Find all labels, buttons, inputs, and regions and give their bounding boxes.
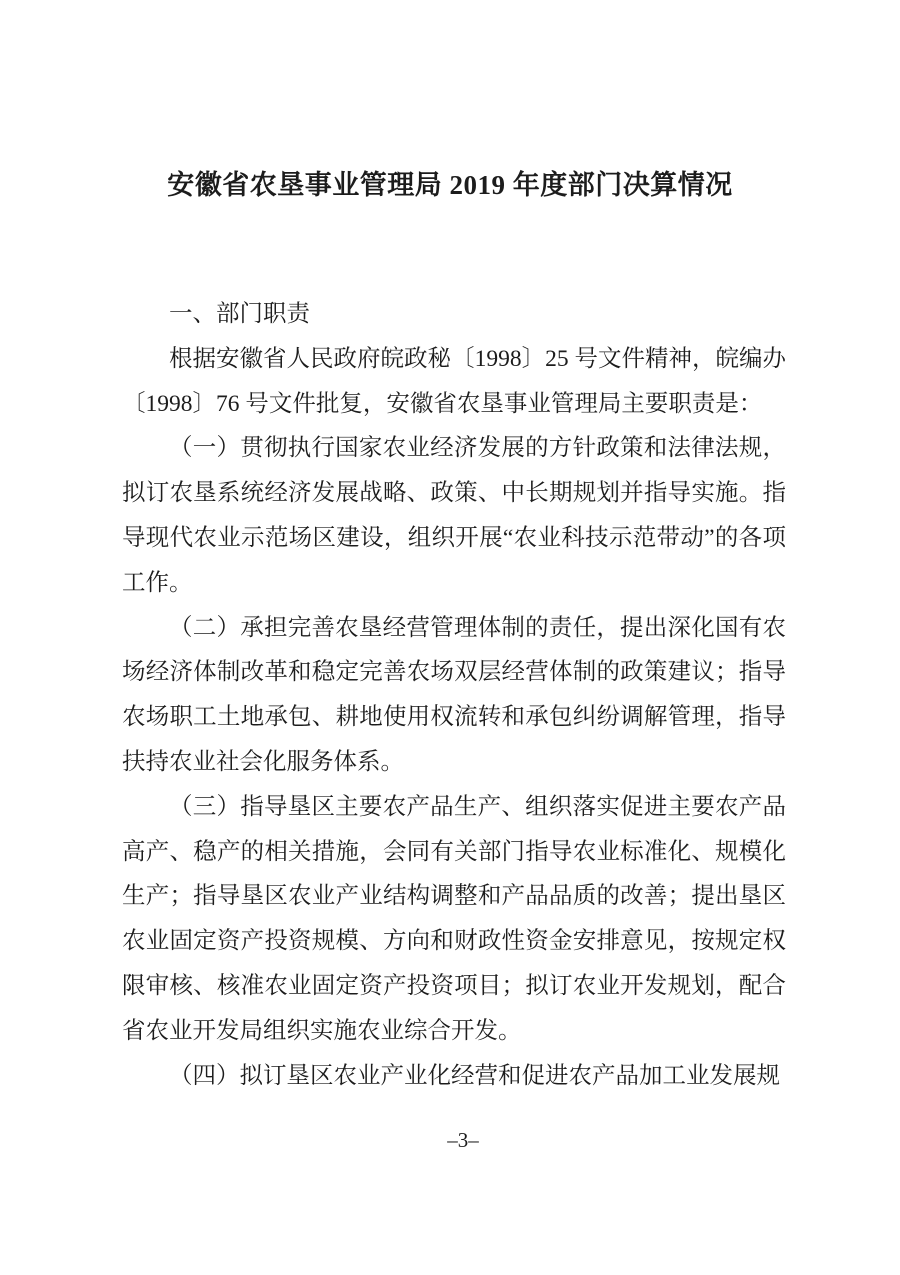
section-heading: 一、部门职责 xyxy=(169,301,310,327)
paragraph-intro: 根据安徽省人民政府皖政秘〔1998〕25 号文件精神，皖编办〔1998〕76 号文件批复，安徽省农垦事业管理局主要职责是： xyxy=(122,345,786,417)
paragraph-item-4: （四）拟订垦区农业产业化经营和促进农产品加工业发展规 xyxy=(169,1062,780,1089)
paragraph-item-2: （二）承担完善农垦经营管理体制的责任，提出深化国有农场经济体制改革和稳定完善农场双层经营体制的政策建议；指导农场职工土地承包、耕地使用权流转和承包纠纷调解管理，指导扶持农业社会化服务体系。 xyxy=(122,614,786,775)
document-title: 安徽省农垦事业管理局 2019 年度部门决算情况 xyxy=(167,170,733,200)
paragraph-item-1: （一）贯彻执行国家农业经济发展的方针政策和法律法规，拟订农垦系统经济发展战略、政策、中长期规划并指导实施。指导现代农业示范场区建设，组织开展“农业科技示范带动”的各项工作。 xyxy=(122,435,786,596)
page-number: –3– xyxy=(447,1128,479,1152)
document-body xyxy=(122,292,786,1098)
paragraph-item-3: （三）指导垦区主要农产品生产、组织落实促进主要农产品高产、稳产的相关措施，会同有关部门指导农业标准化、规模化生产；指导垦区农业产业结构调整和产品品质的改善；提出垦区农业固定资产投资规模、方向和财政性资金安排意见，按规定权限审核、核准农业固定资产投资项目；拟订农业开发规划，配合省农业开发局组织实施农业综合开发。 xyxy=(122,793,786,1044)
